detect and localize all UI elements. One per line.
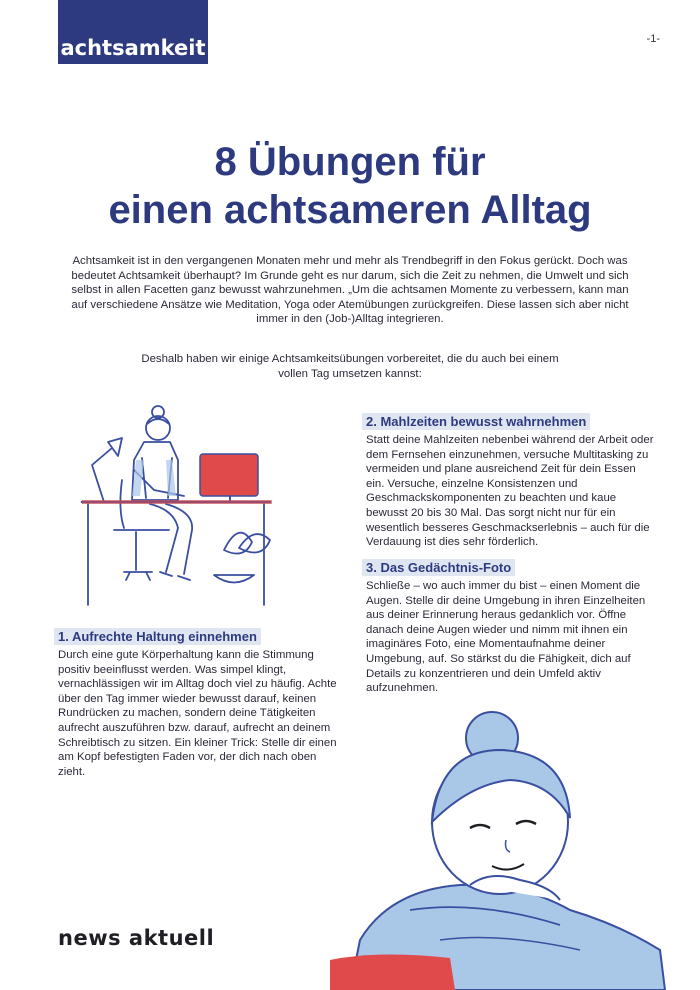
- page-title: [0, 138, 700, 234]
- section-mahlzeiten: [366, 413, 656, 550]
- section-heading: 1. Aufrechte Haltung einnehmen: [54, 628, 261, 645]
- news-aktuell-logo: news aktuell: [58, 926, 215, 950]
- section-body: Schließe – wo auch immer du bist – einen Moment die Augen. Stelle dir deine Umgebung in ihren Einzelheiten aus deiner Erinnerung heraus gedanklich vor. Öffne danach deine Augen wieder und nimm mit ihnen ein imaginäres Foto, eine Momentaufnahme deiner Umgebung, auf. So stärkst du die Fähigkeit, dich auf Details zu konzentrieren und dein Umfeld aktiv aufzunehmen.: [366, 580, 646, 695]
- resting-woman-illustration: [320, 710, 700, 990]
- section-body: Statt deine Mahlzeiten nebenbei während der Arbeit oder dem Fernsehen einzunehmen, versuche Multitasking zu vermeiden und plane ausreichend Zeit für dein Essen ein. Versuche, einzelne Konsistenzen und Geschmackskomponenten zu beachten und kaue bewusst 20 bis 30 Mal. Das sorgt nicht nur für ein wesentlich besseres Geschmackserlebnis – auch für die Verdauung ist dies sehr förderlich.: [366, 434, 654, 549]
- intro-lead: Deshalb haben wir einige Achtsamkeitsübungen vorbereitet, die du auch bei einem vollen Tag umsetzen kannst:: [141, 353, 559, 380]
- section-aufrechte-haltung: [58, 628, 338, 779]
- monitor-icon: [200, 454, 258, 496]
- section-heading: 3. Das Gedächtnis-Foto: [362, 559, 515, 576]
- section-gedaechtnis-foto: [366, 559, 656, 696]
- section-heading: 2. Mahlzeiten bewusst wahrnehmen: [362, 413, 590, 430]
- section-body: Durch eine gute Körperhaltung kann die Stimmung positiv beeinflusst werden. Was simpel klingt, vernachlässigen wir im Alltag doch viel zu häufig. Achte über den Tag immer wieder bewusst darauf, keinen Rundrücken zu machen, sondern deine Tätigkeiten aufrecht auszuführen bzw. darauf, aufrecht an deinem Schreibtisch zu sitzen. Ein kleiner Trick: Stelle dir einen am Kopf befestigten Faden vor, der dich nach oben zieht.: [58, 649, 337, 778]
- intro-paragraph: Achtsamkeit ist in den vergangenen Monaten mehr und mehr als Trendbegriff in den Fokus gerückt. Doch was bedeutet Achtsamkeit überhaupt? Im Grunde geht es nur darum, sich die Zeit zu nehmen, die Umwelt und sich selbst in allen Facetten ganz bewusst wahrzunehmen. „Um die achtsamen Momente zu verbessern, kann man auf verschiedene Ansätze wie Meditation, Yoga oder Atemübungen zurückgreifen. Diese lassen sich aber nicht immer in den (Job-)Alltag integrieren.: [71, 255, 629, 325]
- category-tag-label: achtsamkeit: [60, 36, 206, 60]
- desk-illustration: [74, 400, 304, 610]
- title-line-2: einen achtsameren Alltag: [108, 188, 592, 232]
- page-number: -1-: [646, 33, 660, 45]
- category-tag: [58, 0, 208, 64]
- title-line-1: 8 Übungen für: [214, 140, 486, 184]
